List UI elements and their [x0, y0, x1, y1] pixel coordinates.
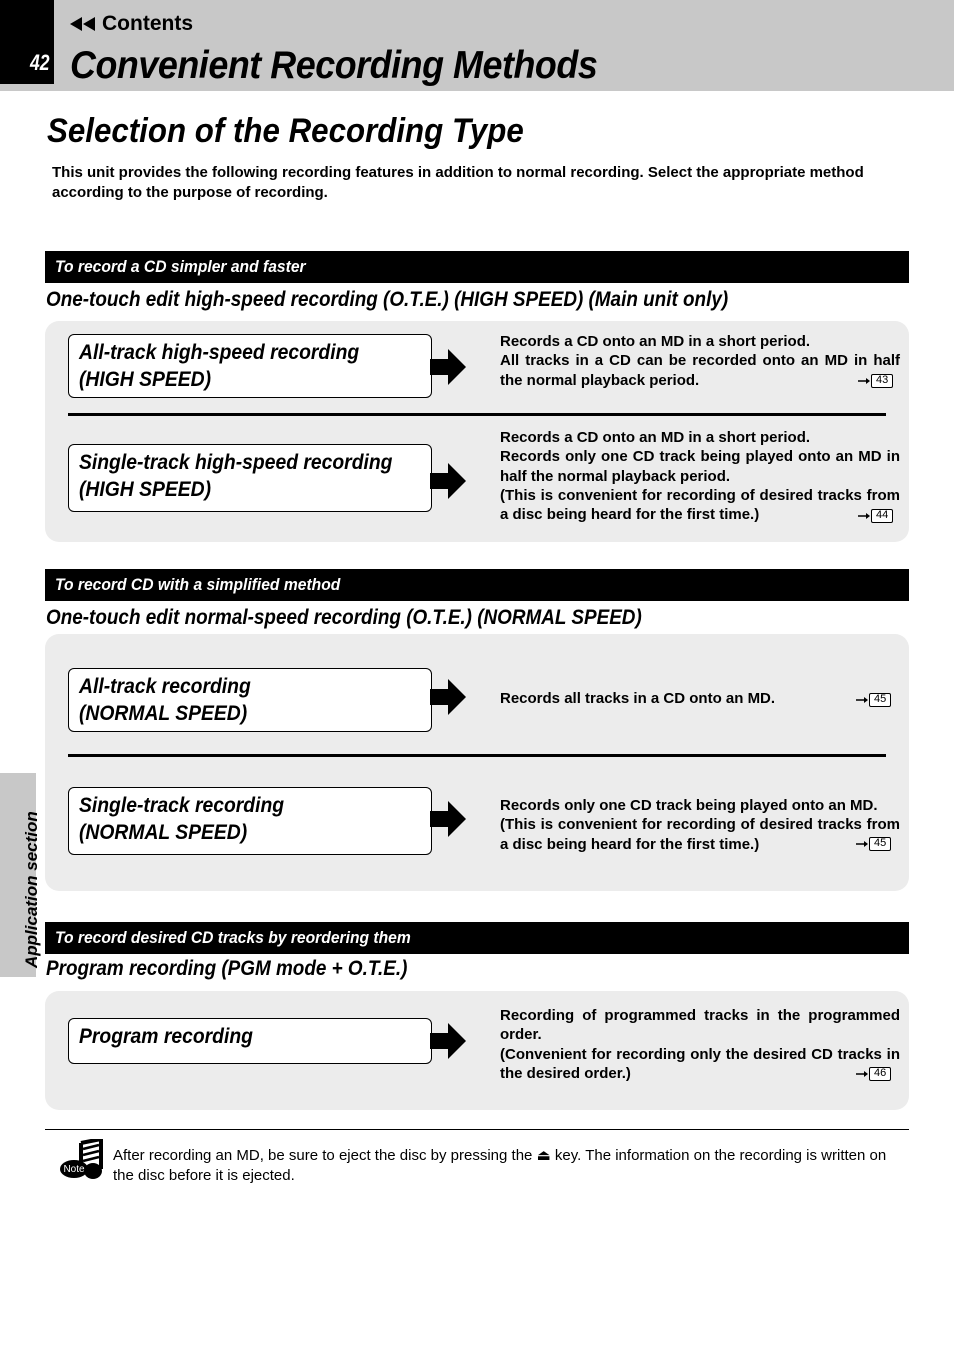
section-title: Selection of the Recording Type	[47, 112, 524, 150]
divider	[68, 413, 886, 416]
group-subhead: Program recording (PGM mode + O.T.E.)	[46, 957, 408, 980]
divider	[68, 754, 886, 757]
right-arrow-icon	[430, 679, 466, 715]
book-page-icon	[858, 378, 870, 384]
method-box: Single-track recording (NORMAL SPEED)	[68, 787, 432, 855]
double-left-arrow-icon	[70, 17, 96, 31]
page-reference[interactable]: 43	[858, 374, 893, 388]
page-reference[interactable]: 45	[856, 693, 891, 707]
method-box: Single-track high-speed recording (HIGH SPEED)	[68, 444, 432, 512]
right-arrow-icon	[430, 1023, 466, 1059]
book-page-icon	[858, 513, 870, 519]
method-box: Program recording	[68, 1018, 432, 1064]
method-description: Recording of programmed tracks in the programmed order. (Convenient for recording only the desired CD tracks in the desired order.)	[500, 1007, 900, 1082]
method-description: Records all tracks in a CD onto an MD.	[500, 690, 776, 707]
method-description: Records only one CD track being played onto an MD. (This is convenient for recording of desired tracks from a disc being heard for the first time.)	[500, 797, 900, 853]
note-divider	[45, 1129, 909, 1130]
group-bar: To record a CD simpler and faster	[45, 251, 909, 283]
right-arrow-icon	[430, 801, 466, 837]
method-box: All-track high-speed recording (HIGH SPEED)	[68, 334, 432, 398]
intro-text: This unit provides the following recording features in addition to normal recording. Select the appropriate method according to the purpose of recording.	[52, 164, 864, 201]
book-page-icon	[856, 1071, 868, 1077]
group-bar: To record CD with a simplified method	[45, 569, 909, 601]
book-page-icon	[856, 841, 868, 847]
note-icon-label: Note	[63, 1164, 85, 1175]
eject-icon: ⏏	[536, 1147, 551, 1164]
right-arrow-icon	[430, 349, 466, 385]
page-reference[interactable]: 46	[856, 1067, 891, 1081]
contents-link[interactable]	[70, 12, 193, 36]
method-box: All-track recording (NORMAL SPEED)	[68, 668, 432, 732]
method-description: Records a CD onto an MD in a short period. All tracks in a CD can be recorded onto an MD in half the normal playback period.	[500, 333, 900, 389]
page-reference[interactable]: 45	[856, 837, 891, 851]
side-tab-label: Application section	[22, 811, 41, 968]
note-music-icon	[59, 1139, 105, 1183]
page-reference[interactable]: 44	[858, 509, 893, 523]
group-subhead: One-touch edit normal-speed recording (O.T.E.) (NORMAL SPEED)	[46, 606, 642, 629]
method-description: Records a CD onto an MD in a short period. Records only one CD track being played onto an MD in half the normal playback period. (This is convenient for recording of desired tracks from a disc being heard for the first time.)	[500, 429, 900, 524]
note-text: After recording an MD, be sure to eject the disc by pressing the ⏏ key. The information on the recording is written on the disc before it is ejected.	[113, 1147, 887, 1184]
contents-label: Contents	[102, 12, 193, 35]
page-number: 42	[30, 50, 50, 75]
group-subhead: One-touch edit high-speed recording (O.T.E.) (HIGH SPEED) (Main unit only)	[46, 288, 729, 311]
group-bar: To record desired CD tracks by reordering them	[45, 922, 909, 954]
right-arrow-icon	[430, 463, 466, 499]
page-title: Convenient Recording Methods	[70, 44, 598, 87]
book-page-icon	[856, 697, 868, 703]
